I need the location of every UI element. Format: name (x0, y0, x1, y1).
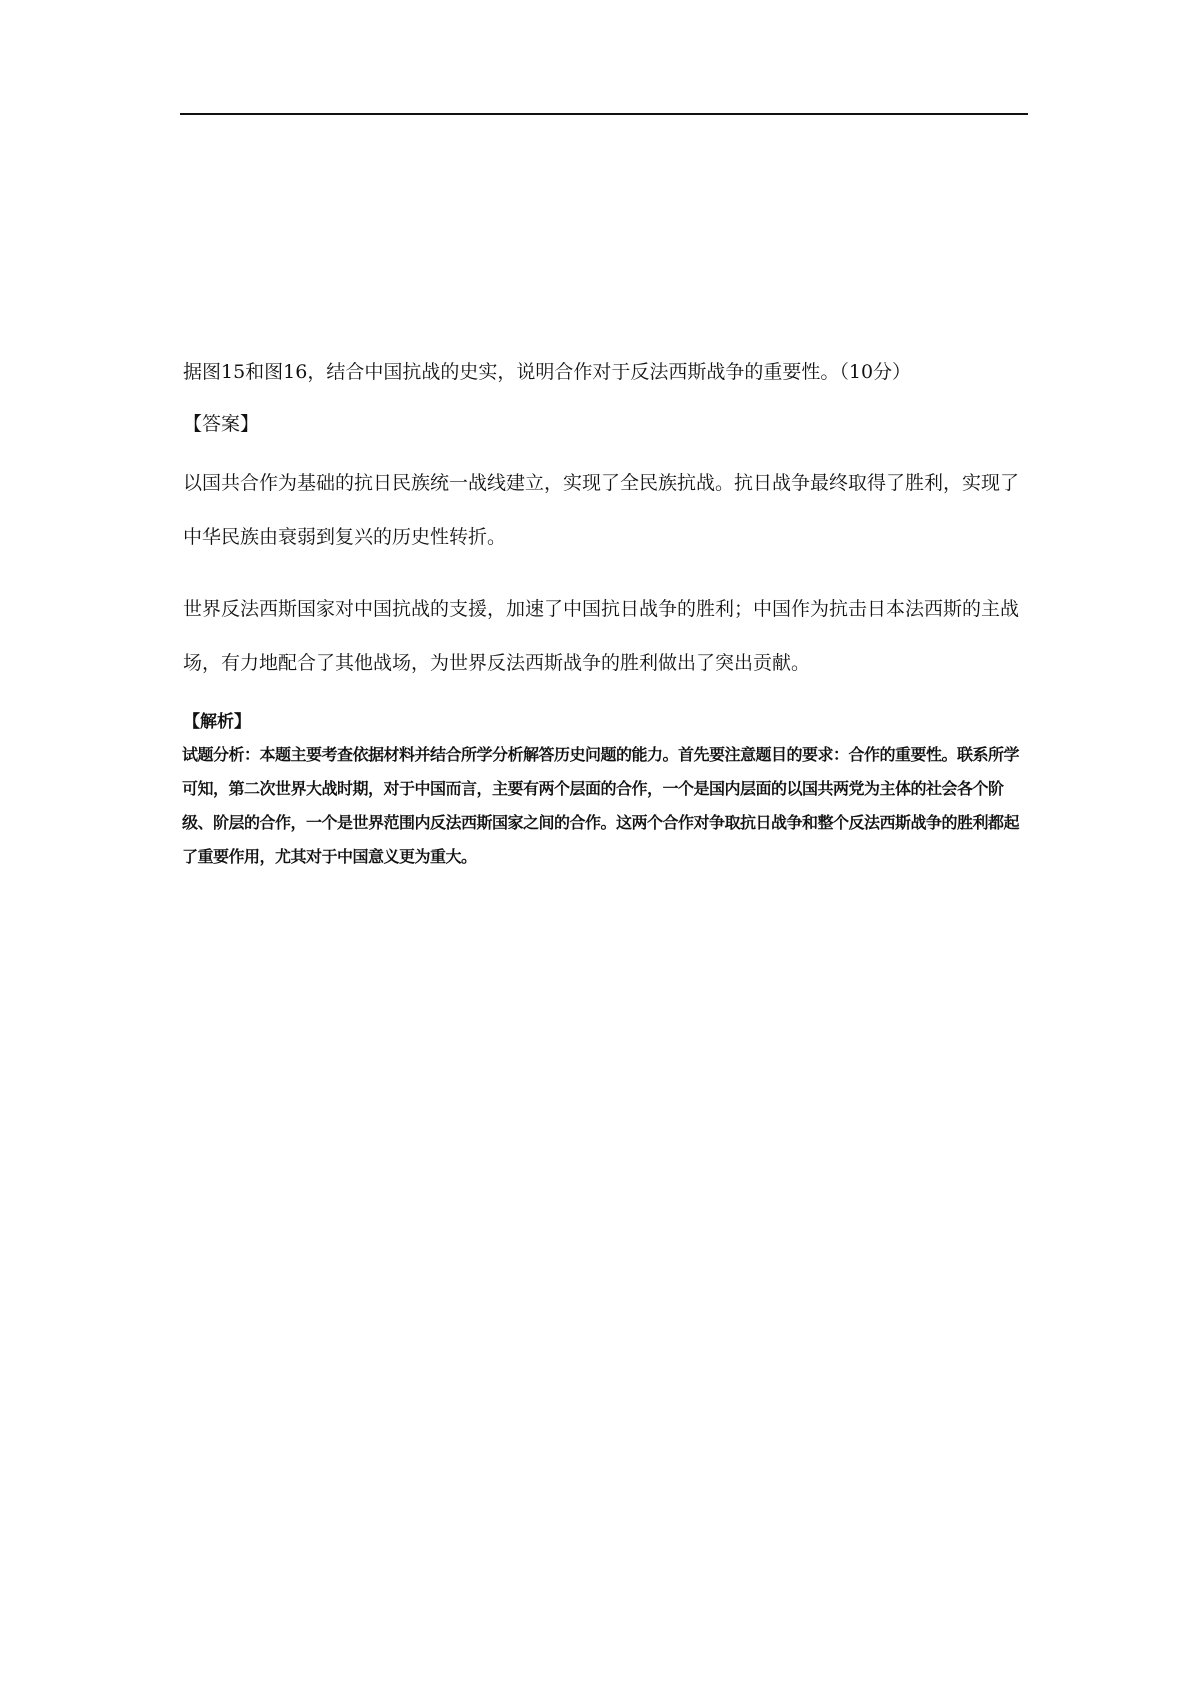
answer-paragraph-1: 以国共合作为基础的抗日民族统一战线建立，实现了全民族抗战。抗日战争最终取得了胜利，实现了中华民族由衰弱到复兴的历史性转折。 (183, 472, 1020, 548)
answer-heading: 【答案】 (183, 413, 260, 435)
analysis-heading: 【解析】 (183, 712, 251, 732)
answer-paragraph-2: 世界反法西斯国家对中国抗战的支援，加速了中国抗日战争的胜利；中国作为抗击日本法西斯的主战场，有力地配合了其他战场，为世界反法西斯战争的胜利做出了突出贡献。 (183, 598, 1020, 674)
question-text: 据图15和图16，结合中国抗战的史实，说明合作对于反法西斯战争的重要性。（10分） (183, 361, 912, 383)
analysis-text: 试题分析：本题主要考查依据材料并结合所学分析解答历史问题的能力。首先要注意题目的要求：合作的重要性。联系所学可知，第二次世界大战时期，对于中国而言，主要有两个层面的合作，一个是国内层面的以国共两党为主体的社会各个阶级、阶层的合作，一个是世界范围内反法西斯国家之间的合作。这两个合作对争取抗日战争和整个反法西斯战争的胜利都起了重要作用，尤其对于中国意义更为重大。 (182, 745, 1020, 866)
header-rule (180, 113, 1028, 115)
document-content (183, 356, 1033, 874)
